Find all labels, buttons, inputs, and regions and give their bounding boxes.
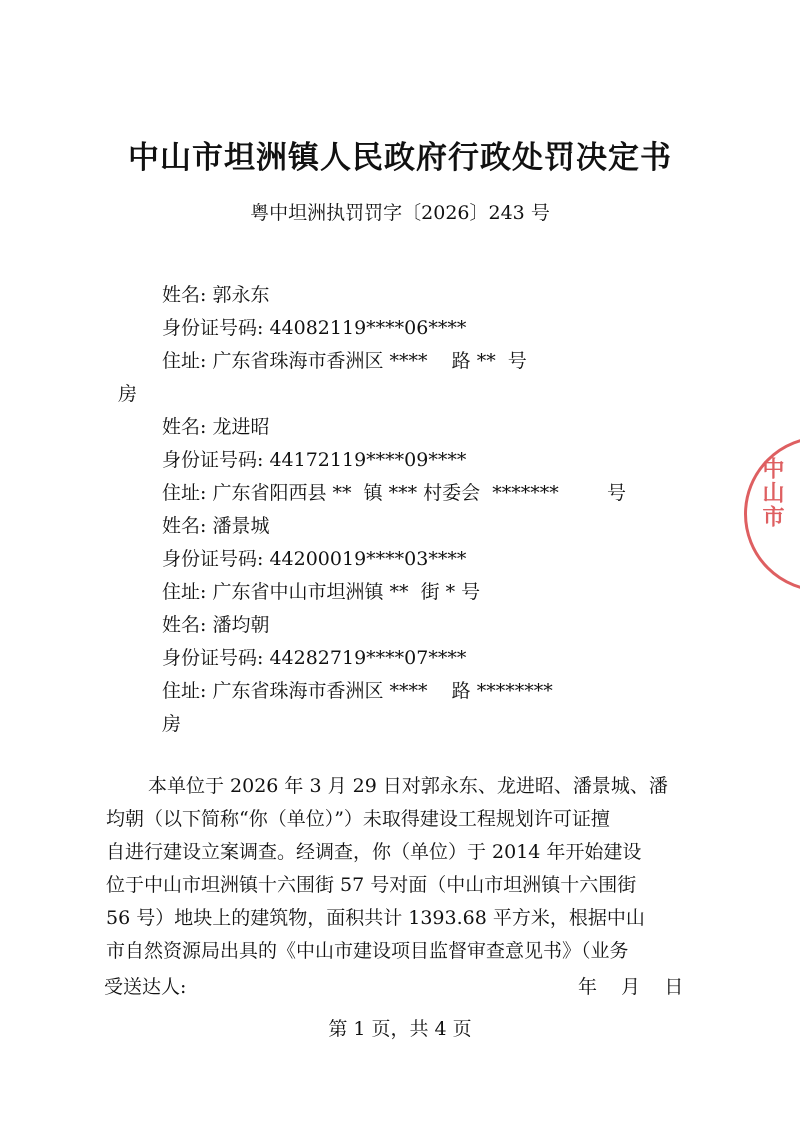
document-title: 中山市坦洲镇人民政府行政处罚决定书 [128,140,672,176]
body-line-4: 位于中山市坦洲镇十六围街 57 号对面（中山市坦洲镇十六围街 [106,874,637,896]
party-1-name-row [162,280,269,307]
date-label: 年 月 日 [578,976,684,998]
party-id: 44200019****03**** [269,548,467,570]
document-number: 粤中坦洲执罚罚字〔2026〕243 号 [250,202,550,224]
party-3-id-row [162,544,466,571]
id-label: 身份证号码: [162,449,264,471]
party-id: 44282719****07**** [269,647,467,669]
party-4-name-row [162,610,269,637]
party-4-id-row [162,643,466,670]
party-id: 44172119****09**** [269,449,467,471]
party-2-address-row [162,478,626,505]
party-4-address-row [162,676,553,703]
body-line-5: 56 号）地块上的建筑物，面积共计 1393.68 平方米，根据中山 [106,907,645,929]
party-name: 潘均朝 [212,614,270,636]
body-line-3: 自进行建设立案调查。经调查，你（单位）于 2014 年开始建设 [106,841,642,863]
body-line-1: 本单位于 2026 年 3 月 29 日对郭永东、龙进昭、潘景城、潘 [148,775,668,797]
party-3-address-row [162,577,480,604]
party-address: 广东省中山市坦洲镇 ** 街 * 号 [212,581,481,603]
address-label: 住址: [162,350,207,372]
recipient-label: 受送达人: [104,976,187,998]
address-label: 住址: [162,680,207,702]
party-address: 广东省阳西县 ** 镇 *** 村委会 ******* 号 [212,482,627,504]
party-1-address-row [162,346,527,373]
party-name: 郭永东 [212,284,270,306]
party-3-name-row [162,511,269,538]
body-line-2: 均朝（以下简称“你（单位）”）未取得建设工程规划许可证擅 [106,808,610,830]
party-2-id-row [162,445,466,472]
body-line-6: 市自然资源局出具的《中山市建设项目监督审查意见书》（业务 [106,940,629,962]
name-label: 姓名: [162,614,207,636]
party-name: 龙进昭 [212,416,270,438]
party-4-address-continuation: 房 [162,713,182,735]
address-label: 住址: [162,482,207,504]
address-label: 住址: [162,581,207,603]
party-id: 44082119****06**** [269,317,467,339]
party-2-name-row [162,412,269,439]
party-1-address-continuation: 房 [118,383,138,405]
id-label: 身份证号码: [162,317,264,339]
page-footer: 第 1 页，共 4 页 [328,1018,472,1040]
id-label: 身份证号码: [162,548,264,570]
name-label: 姓名: [162,284,207,306]
official-seal-stamp [744,436,800,592]
party-name: 潘景城 [212,515,270,537]
party-address: 广东省珠海市香洲区 **** 路 ** 号 [212,350,527,372]
name-label: 姓名: [162,515,207,537]
party-1-id-row [162,313,466,340]
name-label: 姓名: [162,416,207,438]
party-address: 广东省珠海市香洲区 **** 路 ******** [212,680,553,702]
id-label: 身份证号码: [162,647,264,669]
stamp-text: 中山市 [759,457,785,529]
